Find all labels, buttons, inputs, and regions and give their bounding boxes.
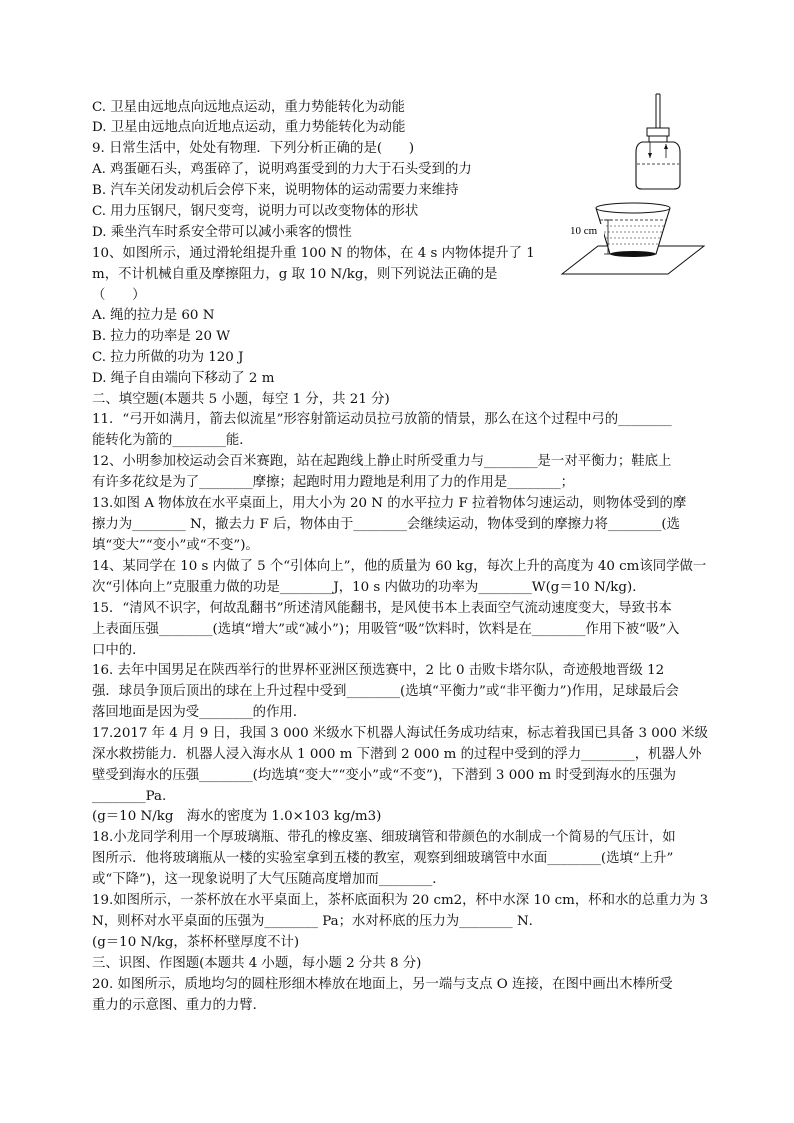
text-line: N，则杯对水平桌面的压强为________ Pa；水对杯底的压力为________ N． [92, 914, 543, 929]
text-line: 能转化为箭的________能． [92, 433, 253, 448]
text-line: ________Pa. [92, 789, 167, 804]
text-line: 强．球员争顶后顶出的球在上升过程中受到________(选填“平衡力”或“非平衡力”)作用，足球最后会 [92, 684, 679, 699]
text-line: 落回地面是因为受________的作用． [92, 705, 307, 720]
text-line: 19.如图所示，一茶杯放在水平桌面上，茶杯底面积为 20 cm2，杯中水深 10 cm，杯和水的总重力为 3 [92, 893, 709, 908]
text-line: m，不计机械自重及摩擦阻力，g 取 10 N/kg，则下列说法正确的是 [92, 267, 498, 282]
cup-depth-label: 10 cm [570, 225, 598, 237]
barometer-figure [628, 92, 688, 192]
text-line: 13.如图 A 物体放在水平桌面上，用大小为 20 N 的水平拉力 F 拉着物体匀速运动，则物体受到的摩 [92, 496, 687, 511]
text-line: 14、某同学在 10 s 内做了 5 个“引体向上”，他的质量为 60 kg，每次上升的高度为 40 cm该同学做一 [92, 559, 707, 574]
text-line: 上表面压强________(选填“增大”或“减小”)；用吸管“吸”饮料时，饮料是在________作用下被“吸”入 [92, 622, 680, 637]
text-line: 11．“弓开如满月，箭去似流星”形容射箭运动员拉弓放箭的情景，那么在这个过程中弓的________ [92, 412, 672, 427]
text-line: 壁受到海水的压强________(均选填“变大”“变小”或“不变”)，下潜到 3 000 m 时受到海水的压强为 [92, 768, 676, 783]
text-line: D. 乘坐汽车时系安全带可以减小乘客的惯性 [92, 225, 352, 240]
text-line: 或“下降”)，这一现象说明了大气压随高度增加而________． [92, 872, 446, 887]
text-line: C. 拉力所做的功为 120 J [92, 350, 244, 365]
text-line: A. 鸡蛋砸石头，鸡蛋碎了，说明鸡蛋受到的力大于石头受到的力 [92, 162, 472, 177]
text-line: (g＝10 N/kg 海水的密度为 1.0×103 kg/m3) [92, 809, 382, 824]
text-line: 深水救捞能力．机器人浸入海水从 1 000 m 下潜到 2 000 m 的过程中受到的浮力________，机器人外 [92, 747, 702, 762]
text-line: 9. 日常生活中，处处有物理．下列分析正确的是( ) [92, 141, 415, 156]
text-line: B. 拉力的功率是 20 W [92, 329, 231, 344]
text-line: D. 卫星由远地点向近地点运动，重力势能转化为动能 [92, 120, 406, 135]
text-line: 图所示．他将玻璃瓶从一楼的实验室拿到五楼的教室，观察到细玻璃管中水面________(选填“上升” [92, 851, 674, 866]
text-line: 有许多花纹是为了________摩擦；起跑时用力蹬地是利用了力的作用是________； [92, 475, 575, 490]
text-line: D. 绳子自由端向下移动了 2 m [92, 371, 275, 386]
text-line: 二、填空题(本题共 5 小题，每空 1 分，共 21 分) [92, 392, 390, 407]
text-line: B. 汽车关闭发动机后会停下来，说明物体的运动需要力来维持 [92, 183, 459, 198]
text-line: C. 用力压钢尺，钢尺变弯，说明力可以改变物体的形状 [92, 204, 419, 219]
text-line: 12、小明参加校运动会百米赛跑，站在起跑线上静止时所受重力与________是一对平衡力；鞋底上 [92, 454, 672, 469]
text-line: 18.小龙同学利用一个厚玻璃瓶、带孔的橡皮塞、细玻璃管和带颜色的水制成一个简易的气压计，如 [92, 830, 676, 845]
text-line: 口中的． [92, 643, 146, 658]
text-line: 次“引体向上”克服重力做的功是________J，10 s 内做功的功率为________W(g＝10 N/kg)． [92, 580, 646, 595]
text-line: 重力的示意图、重力的力臂． [92, 998, 267, 1013]
text-line: 17.2017 年 4 月 9 日，我国 3 000 米级水下机器人海试任务成功结束，标志着我国已具备 3 000 米级 [92, 726, 708, 741]
text-line: 15．“清风不识字，何故乱翻书”所述清风能翻书，是风使书本上表面空气流动速度变大，导致书本 [92, 601, 672, 616]
text-line: 10、如图所示，通过滑轮组提升重 100 N 的物体，在 4 s 内物体提升了 1 [92, 246, 535, 261]
teacup-figure [560, 196, 705, 286]
text-line: 擦力为________ N，撤去力 F 后，物体由于________会继续运动，物体受到的摩擦力将________(选 [92, 517, 681, 532]
text-line: 16. 去年中国男足在陕西举行的世界杯亚洲区预选赛中，2 比 0 击败卡塔尔队，奇迹般地晋级 12 [92, 663, 665, 678]
text-line: 三、识图、作图题(本题共 4 小题，每小题 2 分共 8 分) [92, 956, 422, 971]
text-line: （ ） [92, 288, 146, 303]
text-line: 填“变大”“变小”或“不变”)。 [92, 538, 259, 553]
text-line: 20. 如图所示，质地均匀的圆柱形细木棒放在地面上，另一端与支点 O 连接，在图中画出木棒所受 [92, 977, 673, 992]
text-line: A. 绳的拉力是 60 N [92, 308, 215, 323]
text-line: C. 卫星由远地点向远地点运动，重力势能转化为动能 [92, 100, 405, 115]
text-line: (g＝10 N/kg，茶杯杯壁厚度不计) [92, 935, 300, 950]
